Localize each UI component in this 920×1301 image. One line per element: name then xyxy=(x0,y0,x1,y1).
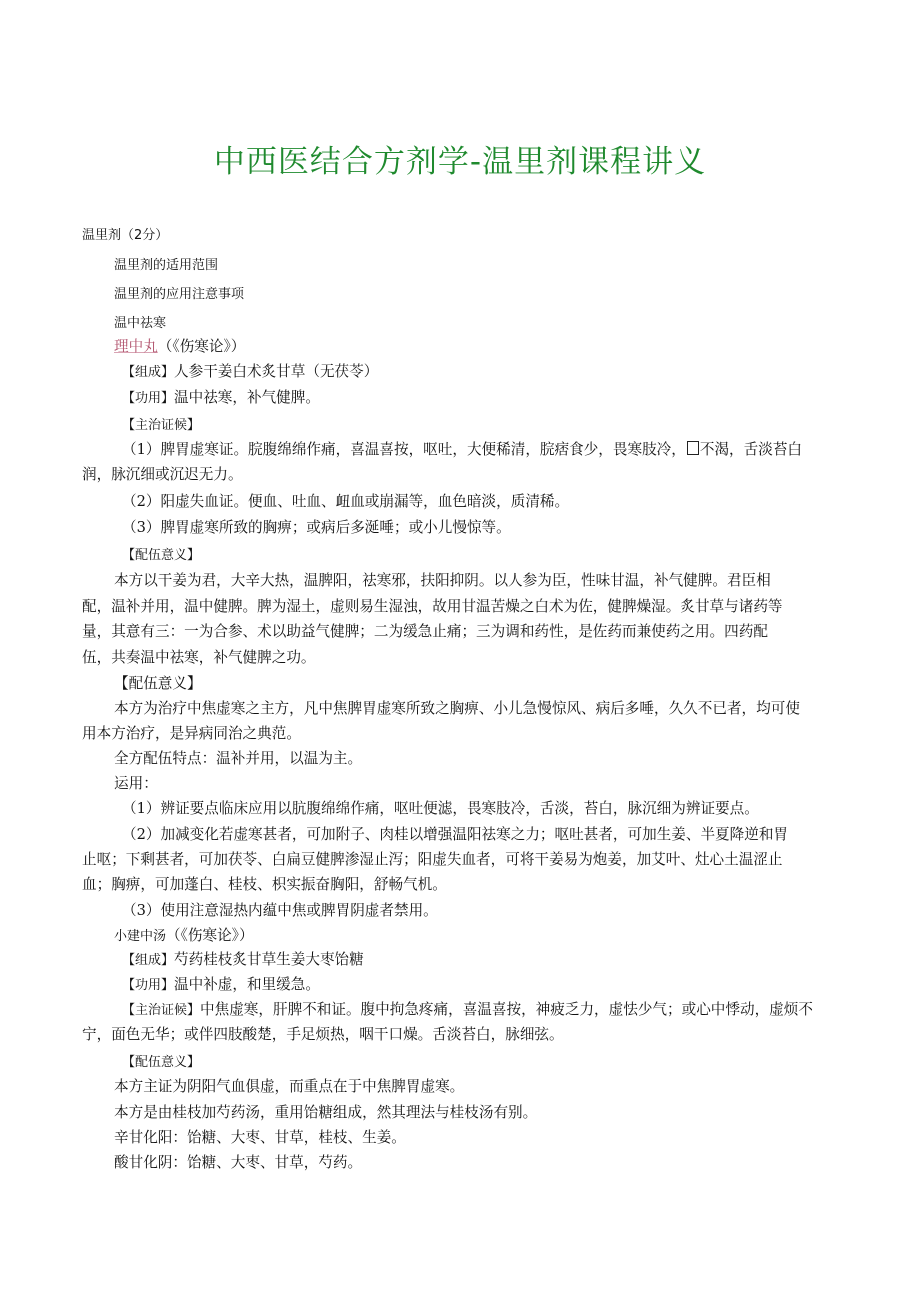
function-label: 【功用】 xyxy=(122,391,175,406)
subheading-notes: 温里剂的应用注意事项 xyxy=(114,287,245,302)
function-label: 【功用】 xyxy=(122,978,175,993)
indication-line-1: 【主治证候】中焦虚寒，肝脾不和证。腹中拘急疼痛，喜温喜按，神疲乏力，虚怯少气；或心中悸动，虚烦不 xyxy=(122,1001,813,1018)
indication-line-3: （2）阳虚失血证。便血、吐血、衄血或崩漏等，血色暗淡，质清稀。 xyxy=(122,493,570,510)
composition-label: 【组成】 xyxy=(122,953,175,968)
formula-name: 小建中汤 xyxy=(114,929,167,944)
compatibility-line-3: 辛甘化阳：饴糖、大枣、甘草，桂枝、生姜。 xyxy=(114,1129,406,1146)
function-text: 温中祛寒，补气健脾。 xyxy=(174,389,320,406)
composition-text: 芍药桂枝炙甘草生姜大枣饴糖 xyxy=(174,951,364,968)
section-heading: 温里剂（2分） xyxy=(82,228,169,243)
application-line-4: 血；胸痹，可加蓬白、桂枝、枳实振奋胸阳，舒畅气机。 xyxy=(82,876,447,893)
compatibility-label-2: 【配伍意义】 xyxy=(114,675,202,692)
application-label: 运用： xyxy=(114,775,158,792)
compatibility-line-2: 本方是由桂枝加芍药汤，重用饴糖组成，然其理法与桂枝汤有别。 xyxy=(114,1104,538,1121)
composition-label: 【组成】 xyxy=(122,365,175,380)
compatibility-line-1: 本方主证为阴阳气血俱虚，而重点在于中焦脾胃虚寒。 xyxy=(114,1078,465,1095)
formula-link-lizhong[interactable]: 理中丸 xyxy=(114,338,158,355)
function-line xyxy=(122,388,320,409)
application-line-3: 止呕；下剩甚者，可加茯苓、白扁豆健脾渗湿止泻；阳虚失血者，可将干姜易为炮姜，加艾叶、灶心土温涩止 xyxy=(82,851,783,868)
formula-source: （《伤寒论》） xyxy=(166,927,254,944)
formula-heading-lizhong xyxy=(114,337,245,357)
subheading-warm-middle: 温中祛寒 xyxy=(114,316,167,331)
compatibility-label: 【配伍意义】 xyxy=(122,1055,201,1070)
application-line-2: （2）加减变化若虚寒甚者，可加附子、肉桂以增强温阳祛寒之力；呕吐甚者，可加生姜、半夏降逆和胃 xyxy=(122,826,789,843)
usage-para-line-1: 本方为治疗中焦虚寒之主方，凡中焦脾胃虚寒所致之胸痹、小儿急慢惊风、病后多唾，久久不已者，均可使 xyxy=(114,700,800,717)
application-line-1: （1）辨证要点临床应用以肮腹绵绵作痛，呕吐便滤，畏寒肢冷，舌淡，苔白，脉沉细为辨证要点。 xyxy=(122,800,759,817)
function-line xyxy=(122,975,320,996)
indication-line-4: （3）脾胃虚寒所致的胸痹；或病后多涎唾；或小儿慢惊等。 xyxy=(122,519,511,536)
indication-label: 【主治证候】 xyxy=(122,418,201,433)
formula-source: （《伤寒论》） xyxy=(157,338,246,355)
usage-para-line-2: 用本方治疗，是异病同治之典范。 xyxy=(82,725,301,742)
function-text: 温中补虚，和里缓急。 xyxy=(174,976,320,993)
composition-line xyxy=(122,950,364,971)
compatibility-line-4: 酸甘化阴：饴糖、大枣、甘草，芍药。 xyxy=(114,1154,363,1171)
compatibility-line-3: 量，其意有三：一为合参、术以助益气健脾；二为缓急止痛；三为调和药性，是佐药而兼使药之用。四药配 xyxy=(82,623,768,640)
subheading-scope: 温里剂的适用范围 xyxy=(114,258,219,273)
application-line-5: （3）使用注意湿热内蕴中焦或脾胃阴虚者禁用。 xyxy=(122,902,438,919)
missing-glyph-box xyxy=(687,441,699,455)
indication-line-2: 润，脉沉细或沉迟无力。 xyxy=(82,466,243,483)
composition-text: 人参干姜白术炙甘草（无茯苓） xyxy=(174,363,379,380)
composition-line xyxy=(122,362,378,383)
indication-label: 【主治证候】 xyxy=(122,1003,201,1018)
compatibility-line-2: 配，温补并用，温中健脾。脾为湿土，虚则易生湿浊，故用甘温苦燥之白术为佐，健脾燥湿。炙甘草与诸药等 xyxy=(82,598,783,615)
compatibility-line-4: 伍，共奏温中祛寒，补气健脾之功。 xyxy=(82,649,316,666)
page-title: 中西医结合方剂学-温里剂课程讲义 xyxy=(213,144,707,180)
compatibility-line-1: 本方以干姜为君，大辛大热，温脾阳，祛寒邪，扶阳抑阴。以人参为臣，性味甘温，补气健脾。君臣相 xyxy=(114,572,771,589)
feature-line: 全方配伍特点：温补并用，以温为主。 xyxy=(114,750,363,767)
indication-line-2: 宁，面色无华；或伴四肢酸楚，手足烦热，咽干口燥。舌淡苔白，脉细弦。 xyxy=(82,1026,564,1043)
compatibility-label: 【配伍意义】 xyxy=(122,548,201,563)
indication-line-1: （1）脾胃虚寒证。脘腹绵绵作痛，喜温喜按，呕吐，大便稀清，脘痞食少，畏寒肢冷， 不渴，舌淡苔白 xyxy=(122,441,803,458)
formula-heading-xiaojianzhong xyxy=(114,926,254,947)
